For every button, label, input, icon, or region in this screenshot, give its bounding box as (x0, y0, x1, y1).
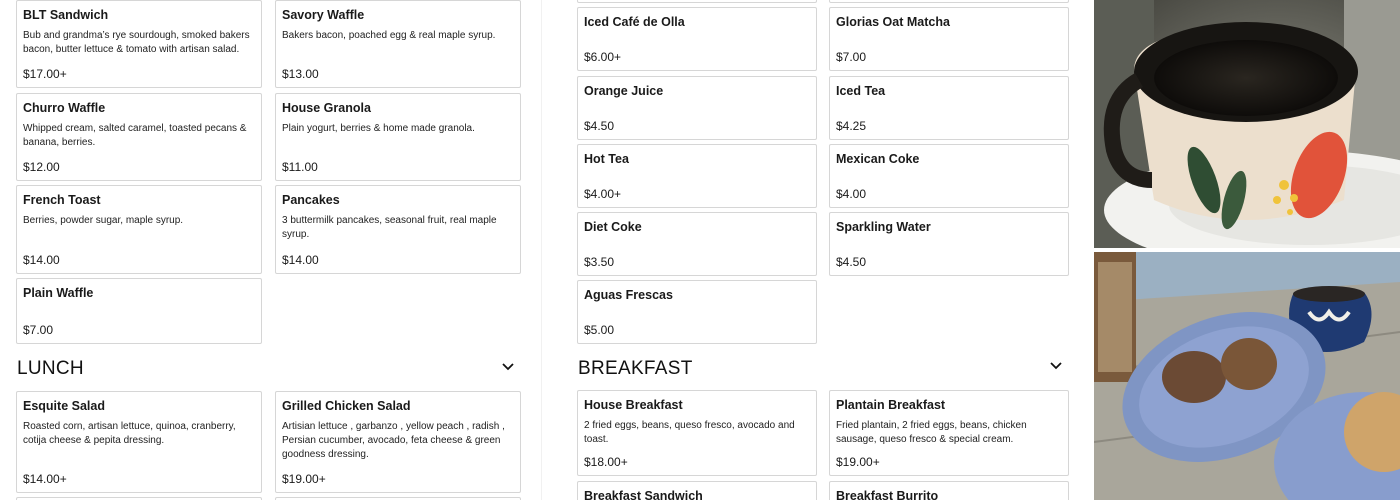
item-description: Roasted corn, artisan lettuce, quinoa, cranberry, cotija cheese & pepita dressing. (23, 421, 236, 446)
section-title-lunch: LUNCH (17, 358, 84, 379)
item-name: French Toast (23, 193, 101, 207)
item-description: Bub and grandma’s rye sourdough, smoked bakers bacon, butter lettuce & tomato with artisan salad. (23, 30, 250, 55)
menu-item-card[interactable] (829, 212, 1069, 276)
photo-coffee-mug (1094, 0, 1400, 248)
chevron-down-icon[interactable] (1049, 361, 1063, 371)
item-name: Savory Waffle (282, 8, 365, 22)
item-name: Orange Juice (584, 84, 664, 98)
item-price: $6.00+ (584, 50, 622, 64)
item-name: Glorias Oat Matcha (836, 15, 950, 29)
menu-item-card[interactable] (829, 390, 1069, 476)
menu-item-card[interactable] (577, 212, 817, 276)
photo-pastries-table (1094, 252, 1400, 500)
item-price: $12.00 (23, 160, 60, 174)
item-price: $3.50 (584, 255, 615, 269)
chevron-down-icon[interactable] (501, 362, 515, 372)
item-name: BLT Sandwich (23, 8, 109, 22)
menu-item-card-partial[interactable] (829, 0, 1069, 3)
menu-item-card[interactable] (577, 280, 817, 344)
menu-item-card[interactable] (275, 93, 521, 181)
item-name: Sparkling Water (836, 220, 931, 234)
item-price: $14.00 (23, 253, 60, 267)
item-name: Grilled Chicken Salad (282, 399, 411, 413)
menu-item-card[interactable] (577, 481, 817, 500)
item-price: $4.25 (836, 119, 867, 133)
menu-item-card[interactable] (829, 144, 1069, 208)
menu-item-card[interactable] (16, 0, 262, 88)
item-name: Mexican Coke (836, 152, 920, 166)
menu-item-card[interactable] (829, 7, 1069, 71)
item-name: Plantain Breakfast (836, 398, 946, 412)
item-name: Esquite Salad (23, 399, 105, 413)
item-name: House Breakfast (584, 398, 683, 412)
item-price: $13.00 (282, 67, 319, 81)
item-description: Bakers bacon, poached egg & real maple syrup. (282, 30, 496, 41)
item-price: $18.00+ (584, 455, 628, 469)
menu-item-card[interactable] (16, 185, 262, 274)
menu-item-card[interactable] (275, 185, 521, 274)
item-description: Whipped cream, salted caramel, toasted pecans & banana, berries. (23, 123, 247, 148)
menu-item-card-partial[interactable] (577, 0, 817, 3)
item-price: $17.00+ (23, 67, 67, 81)
item-price: $14.00+ (23, 472, 67, 486)
item-name: Diet Coke (584, 220, 642, 234)
item-price: $14.00 (282, 253, 319, 267)
section-title-breakfast: BREAKFAST (578, 358, 693, 379)
item-name: Iced Tea (836, 84, 886, 98)
item-name: Breakfast Burrito (836, 489, 939, 500)
item-price: $4.50 (836, 255, 867, 269)
item-name: Pancakes (282, 193, 340, 207)
item-name: Breakfast Sandwich (584, 489, 703, 500)
item-price: $4.00 (836, 187, 867, 201)
item-price: $7.00 (23, 323, 54, 337)
menu-item-card[interactable] (275, 0, 521, 88)
item-price: $11.00 (282, 160, 318, 174)
item-price: $19.00+ (282, 472, 326, 486)
item-name: Aguas Frescas (584, 288, 673, 302)
menu-item-card[interactable] (16, 93, 262, 181)
menu-item-card[interactable] (275, 391, 521, 493)
item-description: Artisian lettuce , garbanzo , yellow peach , radish , Persian cucumber, avocado, feta cheese & green goodness dressing. (282, 421, 505, 460)
item-description: Berries, powder sugar, maple syrup. (23, 215, 184, 226)
menu-item-card[interactable] (577, 390, 817, 476)
item-price: $5.00 (584, 323, 615, 337)
item-price: $7.00 (836, 50, 867, 64)
item-description: Fried plantain, 2 fried eggs, beans, chicken sausage, queso fresco & special cream. (836, 420, 1027, 445)
item-price: $4.50 (584, 119, 615, 133)
item-name: Plain Waffle (23, 286, 94, 300)
item-name: Iced Café de Olla (584, 15, 685, 29)
menu-item-card[interactable] (16, 278, 262, 344)
menu-item-card[interactable] (829, 76, 1069, 140)
item-name: Churro Waffle (23, 101, 106, 115)
item-name: House Granola (282, 101, 371, 115)
column-divider (541, 0, 542, 500)
item-description: 3 buttermilk pancakes, seasonal fruit, real maple syrup. (282, 215, 497, 240)
menu-item-card[interactable] (829, 481, 1069, 500)
menu-item-card[interactable] (577, 7, 817, 71)
item-price: $19.00+ (836, 455, 880, 469)
item-description: 2 fried eggs, beans, queso fresco, avocado and toast. (584, 420, 795, 445)
item-description: Plain yogurt, berries & home made granola. (282, 123, 475, 134)
menu-item-card[interactable] (577, 144, 817, 208)
item-price: $4.00+ (584, 187, 622, 201)
menu-item-card[interactable] (577, 76, 817, 140)
menu-item-card[interactable] (16, 391, 262, 493)
item-name: Hot Tea (584, 152, 629, 166)
